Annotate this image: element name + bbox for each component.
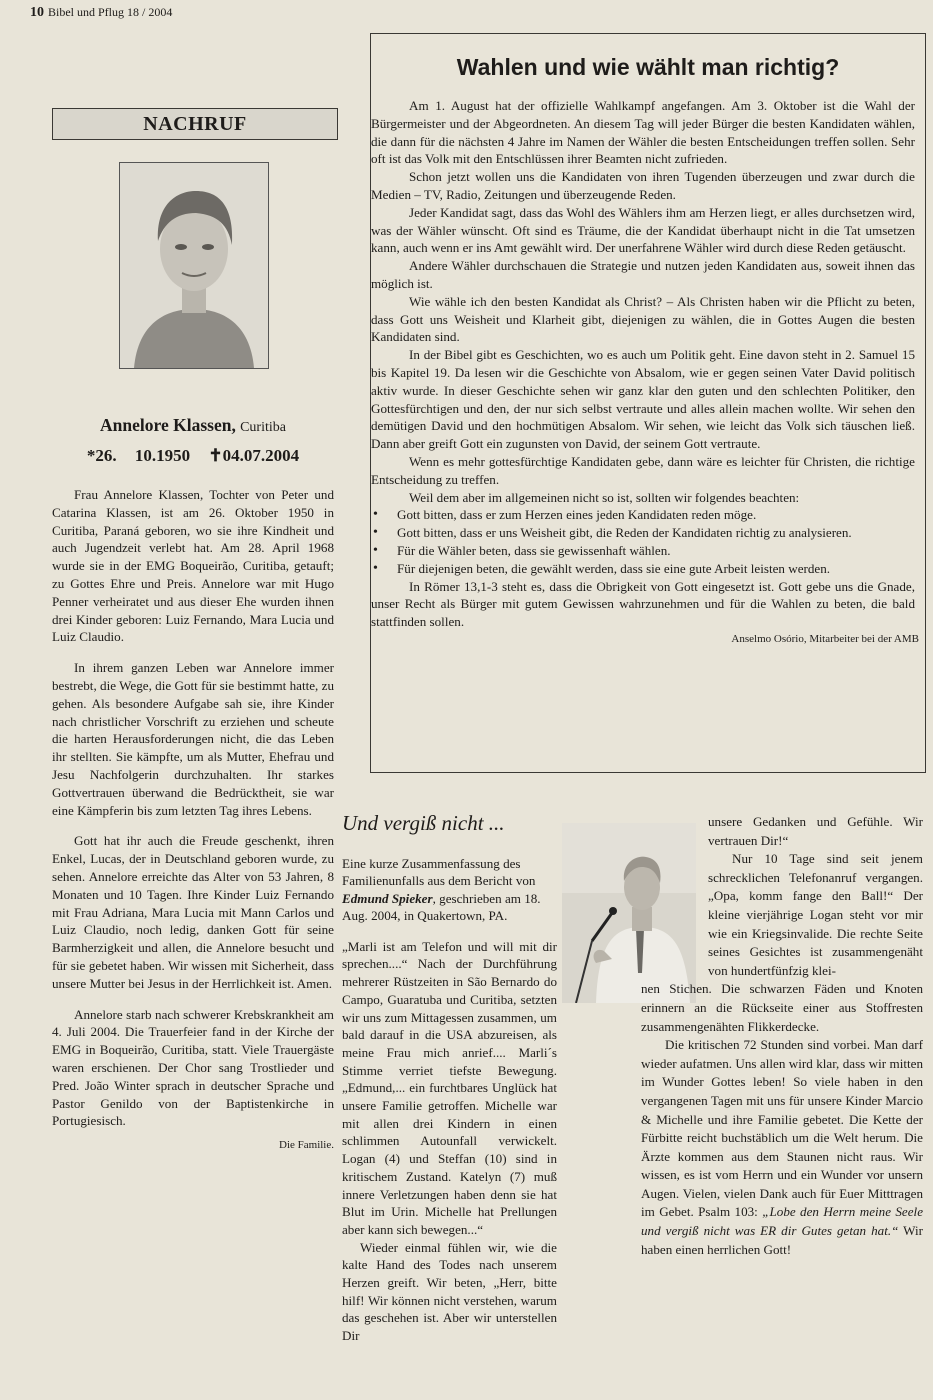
intro-author: Edmund Spieker xyxy=(342,890,433,906)
memorial-title: Und vergiß nicht ... xyxy=(342,811,505,835)
election-bullet: • Gott bitten, dass er uns Weisheit gibt, die Reden der Kandidaten richtig zu analysieren. xyxy=(397,524,915,542)
memorial-continued: unsere Gedanken und Gefühle. Wir vertrauen Dir!“ xyxy=(708,814,923,848)
page-header xyxy=(30,5,172,21)
memorial-final-paragraph xyxy=(641,1036,923,1259)
election-signature: Anselmo Osório, Mitarbeiter bei der AMB xyxy=(731,632,919,645)
memorial-paragraph: Nur 10 Tage sind seit jenem schrecklichen Telefonanruf vergangen. „Opa, komm fange den Ball!“ Der kleine vierjährige Logan steht vor mir wie ein Kriegsinvalide. Die rechte Seite seines Gesichtes ist zusammengenäht von hundertfünfzig klei- xyxy=(708,851,923,978)
election-bullet: • Gott bitten, dass er zum Herzen eines jeden Kandidaten reden möge. xyxy=(397,506,915,524)
death-date: ✝04.07.2004 xyxy=(208,446,300,465)
obituary-paragraph: Frau Annelore Klassen, Tochter von Peter und Catarina Klassen, ist am 26. Oktober 1950 in Curitiba, Paraná geboren, wo sie ihre Kindheit und auch Jugendzeit verlebt hat. Am 28. April 1968 wurde sie in der EMG Boqueirão, Curitiba, getauft; zu Gottes Ehre und Preis. Annelore war mit Hugo Penner verheiratet und aus dieser Ehe wurden ihnen drei Kinder geboren: Luiz Fernando, Mara Lucia und Luiz Claudio. xyxy=(52,487,334,645)
memorial-end: Wir haben einen herrlichen Gott! xyxy=(641,1223,923,1257)
obituary-paragraph: In ihrem ganzen Leben war Annelore immer bestrebt, die Wege, die Gott für sie bestimmt hatte, zu gehen. Als besondere Aufgabe sah sie, ihre Kinder nach christlicher Vorschrift zu erziehen und scheute die harten Herausforderungen nicht, die das Leben ihr stellten. Sie kämpfte, um als Mutter, Ehefrau und Jesu Nachfolgerin durchzuhalten. Ihr starkes Gottvertrauen überwand die Bedrücktheit, sie war eine Kämpferin bis zum letzten Tag ihres Lebens. xyxy=(52,660,334,818)
deceased-name-line xyxy=(52,415,334,436)
obituary-heading: NACHRUF xyxy=(52,108,338,140)
publication-name: Bibel und Pflug 18 / 2004 xyxy=(48,5,173,19)
election-paragraph: Am 1. August hat der offizielle Wahlkampf angefangen. Am 3. Oktober ist die Wahl der Bürgermeister und der Abgeordneten. An diesem Tag will jeder Bürger die besten Kandidaten wählen, die dann für die nächsten 4 Jahre im Namen der Wähler die besten Entscheidungen treffen sollen. Sehr oft ist das Volk mit den Entschlüssen ihrer Beamten nicht zufrieden. xyxy=(371,98,915,167)
life-dates xyxy=(52,446,334,466)
psalm-quote: „Lobe den Herrn meine Seele und vergiß nicht was ER dir Gutes getan hat.“ xyxy=(641,1204,924,1239)
obituary-signature: Die Familie. xyxy=(279,1139,334,1152)
obituary-paragraph: Gott hat ihr auch die Freude geschenkt, ihren Enkel, Lucas, der in Deutschland geboren wurde, zu sehen. Annelore erreichte das Alter von 53 Jahren, 8 Monaten und 10 Tagen. Ihre Kinder Luiz Fernando mit Frau Adriana, Mara Lucia mit Mann Carlos und Luiz Claudio, noch ledig, danken Gott für seine Barmherzigkeit und allen, die Annelore besucht und für sie gebetet haben. Wir wissen mit Sicherheit, dass unsere Mutter bei Jesus in der Herrlichkeit ist. Amen. xyxy=(52,833,334,991)
election-paragraph: Weil dem aber im allgemeinen nicht so ist, sollten wir folgendes beachten: xyxy=(409,489,800,505)
election-paragraph: Andere Wähler durchschauen die Strategie und nutzen jeden Kandidaten aus, soweit ihnen das möglich ist. xyxy=(371,258,915,291)
birth-date: *26. 10.1950 xyxy=(86,446,191,465)
election-paragraph: Schon jetzt wollen uns die Kandidaten von ihren Tugenden überzeugen und zwar durch die Medien – TV, Radio, Zeitungen und überzeugende Reden. xyxy=(371,169,915,202)
election-bullet: • Für die Wähler beten, dass sie gewissenhaft wählen. xyxy=(397,542,915,560)
election-closing: In Römer 13,1-3 steht es, dass die Obrigkeit von Gott eingesetzt ist. Gott gebe uns die Gnade, unser Recht als Bürger mit gutem Gewissen wahrzunehmen und für die Wahlen zu beten, die bald stattfinden sollen. xyxy=(371,578,915,630)
memorial-text: Die kritischen 72 Stunden sind vorbei. Man darf wieder aufatmen. Uns allen wird klar, dass wir mitten im Wunder Gottes leben! So viele haben in den vergangenen Tagen mit uns für unsere Kinder Marcio & Michelle und ihre Familie gebetet. Die Kette der Fürbitte reicht buchstäblich um die Welt herum. Die Ärzte kommen aus dem Staunen nicht raus. Wir wissen, es ist vom Herrn und ein Wunder vor unsern Augen. Vielen, vielen Dank auch für Euer Mitttragen im Gebet. Psalm 103: xyxy=(641,1037,923,1220)
deceased-name: Annelore Klassen, xyxy=(100,415,236,435)
obituary-paragraph: Annelore starb nach schwerer Krebskrankheit am 4. Juli 2004. Die Trauerfeier fand in der Kirche der EMG in Boqueirão, Curitiba, statt. Viele Trauergäste waren erschienen. Der Chor sang Trostlieder und Pred. João Winter sprach in deutscher Sprache und Pastor Genildo von der Baptistenkirche in Portugiesisch. xyxy=(52,1006,334,1129)
election-bullet-list xyxy=(371,506,915,577)
election-paragraph: Wie wähle ich den besten Kandidat als Christ? – Als Christen haben wir die Pflicht zu beten, dass Gott uns Weisheit und Klarheit gibt, diejenigen zu wählen, die in Gottes Augen die besten Kandidaten sind. xyxy=(371,293,915,345)
election-paragraph: Wenn es mehr gottesfürchtige Kandidaten gebe, dann wäre es leichter für Christen, die richtige Entscheidung zu treffen. xyxy=(371,453,915,487)
memorial-paragraph: „Marli ist am Telefon und will mit dir sprechen....“ Nach der Durchführung mehrerer Rüstzeiten in São Bernardo do Campo, Guaratuba und Curitiba, setzten wir uns zum Mittagessen zusammen, um bald darauf in die USA abzureisen, als meine Frau mich anrief.... Marli´s Stimme verriet tiefste Bewegung. „Edmund,... ein furchtbares Unglück hat unsere Familie getroffen. Michelle war mit allen drei Kindern in einen schlimmen Autounfall verwickelt. Logan (4) und Steffan (10) sind in kritischem Zustand. Katelyn (7) muß innere Verletzungen haben denn sie hat Blut im Urin. Michelle hat Prellungen aber kann sich bewegen...“ xyxy=(342,938,557,1237)
page-number: 10 xyxy=(30,5,44,20)
obituary-column xyxy=(52,108,334,1151)
portrait-photo xyxy=(119,162,269,369)
election-paragraph: Jeder Kandidat sagt, dass das Wohl des Wählers ihm am Herzen liegt, er alles durchsetzen wird, was der Wähler wünscht. Oft sind es Träume, die der Kandidat überhaupt nicht in die Tat umsetzen kann, auch wenn er ins Amt gewählt wird. Der unerfahrene Wähler wird durch diese Reden getäuscht. xyxy=(371,204,915,256)
election-paragraph: In der Bibel gibt es Geschichten, wo es auch um Politik geht. Eine davon steht in 2. Samuel 15 bis Kapitel 19. Da lesen wir die Geschichte von Absalom, wie er gegen seinen Vater David politisch aktiv wurde. In dieser Geschichte sehen wir ganz klar den guten und den schlechten Politiker, den Gottesfürchtigen und den, der nur sich selbst vertraute und alles allein machen wollte. Wir sehen den demütigen David und den hochmütigen Absalom. Wir sehen, wie leicht das Volk sich täuschen ließ. Dann aber greift Gott ein zugunsten von David, der seinem Gott vertraute. xyxy=(371,347,915,452)
election-article-box xyxy=(370,33,926,773)
intro-text: Eine kurze Zusammenfassung des Familienunfalls aus dem Bericht von xyxy=(342,855,536,889)
intro-text-end: , geschrieben am 18. Aug. 2004, in Quakertown, PA. xyxy=(342,890,541,924)
election-bullet: • Für diejenigen beten, die gewählt werden, dass sie eine gute Arbeit leisten werden. xyxy=(397,560,915,578)
election-title: Wahlen und wie wählt man richtig? xyxy=(456,54,840,80)
memorial-column-2 xyxy=(641,813,923,1259)
memorial-paragraph: nen Stichen. Die schwarzen Fäden und Knoten erinnern an die Rückseite einer aus Stoffresten zusammengenähten Flikkerdecke. xyxy=(641,981,923,1034)
memorial-paragraph: Wieder einmal fühlen wir, wie die kalte Hand des Todes nach unserem Herzen greift. Wir beten, „Herr, bitte hilf! Wir können nicht verstehen, warum das geschehen ist. Aber wir unterstellen Dir xyxy=(342,1239,557,1344)
memorial-body xyxy=(342,938,557,1345)
portrait-illustration xyxy=(120,163,268,368)
memorial-column-1 xyxy=(342,811,557,1345)
deceased-city: Curitiba xyxy=(240,420,286,435)
election-text xyxy=(371,97,925,631)
obituary-text xyxy=(52,486,334,1130)
memorial-intro xyxy=(342,855,557,925)
